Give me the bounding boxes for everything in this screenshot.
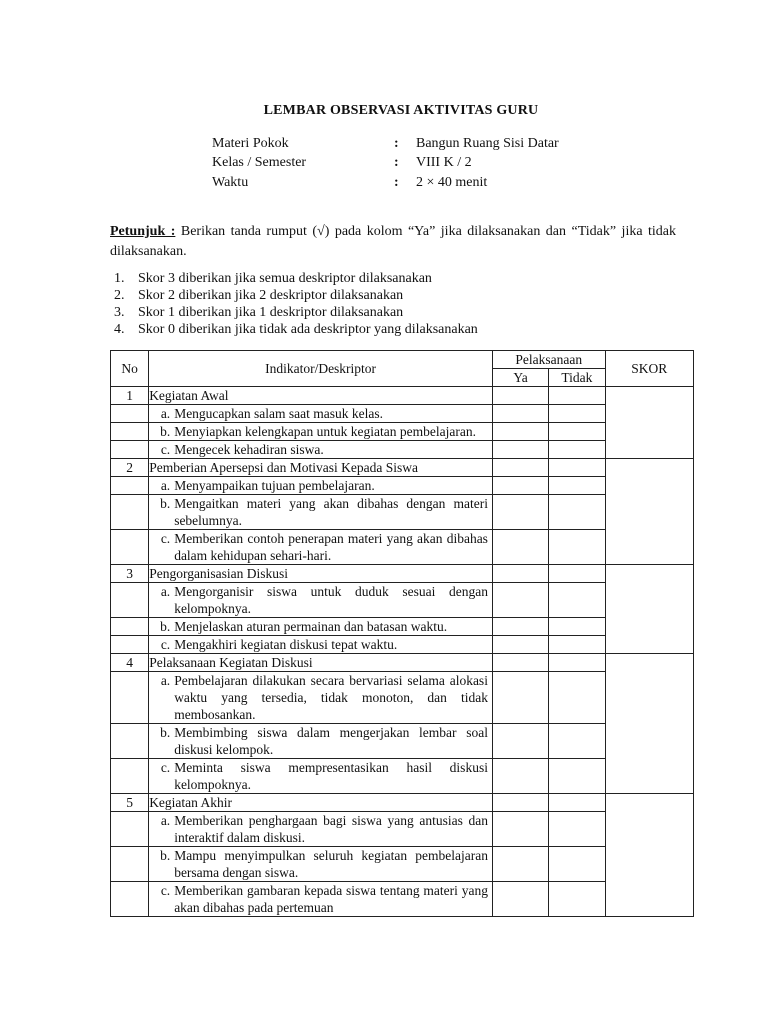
descriptor-text: Memberikan penghargaan bagi siswa yang antusias dan interaktif dalam diskusi. — [174, 813, 488, 845]
meta-label: Kelas / Semester — [212, 155, 307, 171]
descriptor-cell — [149, 847, 493, 882]
tidak-check-cell[interactable] — [549, 423, 605, 441]
tidak-check-cell[interactable] — [549, 847, 605, 882]
section-row — [111, 459, 694, 477]
descriptor-text: Membimbing siswa dalam mengerjakan lembar soal diskusi kelompok. — [174, 725, 488, 757]
scoring-rules — [114, 270, 478, 338]
descriptor-text: Mengaitkan materi yang akan dibahas dengan materi sebelumnya. — [174, 496, 488, 528]
descriptor-letter: b. — [160, 424, 171, 439]
empty-no-cell — [111, 423, 149, 441]
tidak-check-cell[interactable] — [549, 654, 605, 672]
meta-colon: : — [394, 174, 399, 190]
ya-check-cell[interactable] — [492, 636, 548, 654]
scoring-rule — [114, 270, 478, 287]
ya-check-cell[interactable] — [492, 618, 548, 636]
ya-check-cell[interactable] — [492, 459, 548, 477]
descriptor — [149, 583, 492, 617]
ya-check-cell[interactable] — [492, 724, 548, 759]
ya-check-cell[interactable] — [492, 583, 548, 618]
rule-text: Skor 3 diberikan jika semua deskriptor dilaksanakan — [138, 271, 432, 286]
section-number: 4 — [111, 654, 149, 672]
tidak-check-cell[interactable] — [549, 636, 605, 654]
ya-check-cell[interactable] — [492, 672, 548, 724]
descriptor-cell — [149, 724, 493, 759]
skor-cell[interactable] — [605, 794, 693, 917]
ya-check-cell[interactable] — [492, 794, 548, 812]
empty-no-cell — [111, 882, 149, 917]
descriptor-cell — [149, 636, 493, 654]
tidak-check-cell[interactable] — [549, 724, 605, 759]
descriptor — [149, 724, 492, 758]
tidak-check-cell[interactable] — [549, 405, 605, 423]
descriptor-letter: a. — [160, 584, 171, 599]
descriptor-letter: c. — [160, 637, 171, 652]
header-skor: SKOR — [605, 351, 693, 387]
descriptor — [149, 759, 492, 793]
descriptor — [149, 812, 492, 846]
ya-check-cell[interactable] — [492, 495, 548, 530]
instructions-label: Petunjuk : — [110, 224, 176, 239]
meta-row — [212, 173, 559, 193]
tidak-check-cell[interactable] — [549, 565, 605, 583]
section-title: Pemberian Apersepsi dan Motivasi Kepada Siswa — [149, 459, 493, 477]
descriptor-cell — [149, 423, 493, 441]
ya-check-cell[interactable] — [492, 423, 548, 441]
descriptor — [149, 495, 492, 529]
table-body — [111, 387, 694, 917]
descriptor-cell — [149, 495, 493, 530]
rule-number: 2. — [114, 288, 125, 303]
tidak-check-cell[interactable] — [549, 530, 605, 565]
descriptor-text: Mampu menyimpulkan seluruh kegiatan pembelajaran bersama dengan siswa. — [174, 848, 488, 880]
empty-no-cell — [111, 477, 149, 495]
table-header-row — [111, 351, 694, 369]
empty-no-cell — [111, 441, 149, 459]
descriptor — [149, 405, 492, 422]
section-row — [111, 387, 694, 405]
descriptor-letter: c. — [160, 442, 171, 457]
section-title: Kegiatan Awal — [149, 387, 493, 405]
skor-cell[interactable] — [605, 387, 693, 459]
descriptor-letter: c. — [160, 531, 171, 546]
ya-check-cell[interactable] — [492, 530, 548, 565]
rule-text: Skor 1 diberikan jika 1 deskriptor dilaksanakan — [138, 305, 404, 320]
descriptor-letter: b. — [160, 725, 171, 740]
empty-no-cell — [111, 495, 149, 530]
tidak-check-cell[interactable] — [549, 672, 605, 724]
rule-text: Skor 2 diberikan jika 2 deskriptor dilaksanakan — [138, 288, 404, 303]
meta-colon: : — [394, 155, 399, 171]
descriptor-letter: b. — [160, 848, 171, 863]
descriptor-cell — [149, 672, 493, 724]
descriptor-text: Menjelaskan aturan permainan dan batasan waktu. — [174, 619, 448, 634]
skor-cell[interactable] — [605, 565, 693, 654]
meta-info — [212, 134, 559, 193]
ya-check-cell[interactable] — [492, 441, 548, 459]
tidak-check-cell[interactable] — [549, 387, 605, 405]
empty-no-cell — [111, 618, 149, 636]
rule-number: 3. — [114, 305, 125, 320]
descriptor-cell — [149, 530, 493, 565]
descriptor-letter: c. — [160, 883, 171, 898]
ya-check-cell[interactable] — [492, 405, 548, 423]
descriptor-text: Memberikan contoh penerapan materi yang akan dibahas dalam kehidupan sehari-hari. — [174, 531, 488, 563]
descriptor — [149, 847, 492, 881]
empty-no-cell — [111, 812, 149, 847]
descriptor-text: Mengakhiri kegiatan diskusi tepat waktu. — [174, 637, 398, 652]
rule-text: Skor 0 diberikan jika tidak ada deskriptor yang dilaksanakan — [138, 322, 478, 337]
meta-value: 2 × 40 menit — [416, 174, 488, 190]
observation-table — [110, 350, 694, 917]
descriptor — [149, 882, 492, 916]
descriptor-letter: b. — [160, 496, 171, 511]
empty-no-cell — [111, 847, 149, 882]
descriptor — [149, 477, 492, 494]
meta-row — [212, 154, 559, 174]
descriptor-letter: a. — [160, 406, 171, 421]
header-ya: Ya — [492, 369, 548, 387]
skor-cell[interactable] — [605, 654, 693, 794]
descriptor-cell — [149, 405, 493, 423]
tidak-check-cell[interactable] — [549, 882, 605, 917]
instructions — [110, 222, 676, 262]
empty-no-cell — [111, 583, 149, 618]
descriptor-text: Mengecek kehadiran siswa. — [174, 442, 324, 457]
header-pelaksanaan: Pelaksanaan — [492, 351, 605, 369]
ya-check-cell[interactable] — [492, 759, 548, 794]
tidak-check-cell[interactable] — [549, 583, 605, 618]
tidak-check-cell[interactable] — [549, 759, 605, 794]
scoring-rule — [114, 304, 478, 321]
empty-no-cell — [111, 759, 149, 794]
tidak-check-cell[interactable] — [549, 441, 605, 459]
section-title: Pelaksanaan Kegiatan Diskusi — [149, 654, 493, 672]
ya-check-cell[interactable] — [492, 477, 548, 495]
tidak-check-cell[interactable] — [549, 618, 605, 636]
descriptor — [149, 530, 492, 564]
descriptor — [149, 423, 492, 440]
descriptor — [149, 441, 492, 458]
ya-check-cell[interactable] — [492, 812, 548, 847]
empty-no-cell — [111, 530, 149, 565]
descriptor-text: Menyiapkan kelengkapan untuk kegiatan pembelajaran. — [174, 424, 476, 439]
empty-no-cell — [111, 672, 149, 724]
descriptor-text: Menyampaikan tujuan pembelajaran. — [174, 478, 375, 493]
descriptor-letter: b. — [160, 619, 171, 634]
descriptor-text: Mengucapkan salam saat masuk kelas. — [174, 406, 383, 421]
empty-no-cell — [111, 405, 149, 423]
descriptor-text: Memberikan gambaran kepada siswa tentang materi yang akan dibahas pada pertemuan — [174, 883, 488, 915]
section-title: Kegiatan Akhir — [149, 794, 493, 812]
descriptor-cell — [149, 583, 493, 618]
section-row — [111, 794, 694, 812]
instructions-text: Berikan tanda rumput (√) pada kolom “Ya” jika dilaksanakan dan “Tidak” jika tidak dilaksanakan. — [110, 224, 677, 259]
meta-value: Bangun Ruang Sisi Datar — [416, 135, 559, 151]
descriptor-letter: c. — [160, 760, 171, 775]
ya-check-cell[interactable] — [492, 847, 548, 882]
section-number: 2 — [111, 459, 149, 477]
descriptor-cell — [149, 618, 493, 636]
descriptor-cell — [149, 477, 493, 495]
tidak-check-cell[interactable] — [549, 812, 605, 847]
skor-cell[interactable] — [605, 459, 693, 565]
meta-colon: : — [394, 135, 399, 151]
empty-no-cell — [111, 724, 149, 759]
descriptor-cell — [149, 882, 493, 917]
empty-no-cell — [111, 636, 149, 654]
section-row — [111, 654, 694, 672]
descriptor-cell — [149, 812, 493, 847]
meta-label: Materi Pokok — [212, 135, 289, 151]
descriptor-text: Pembelajaran dilakukan secara bervariasi selama alokasi waktu yang tersedia, tidak monoton, dan tidak membosankan. — [174, 673, 488, 722]
tidak-check-cell[interactable] — [549, 495, 605, 530]
tidak-check-cell[interactable] — [549, 477, 605, 495]
tidak-check-cell[interactable] — [549, 794, 605, 812]
meta-row — [212, 134, 559, 154]
scoring-rule — [114, 287, 478, 304]
page-title: LEMBAR OBSERVASI AKTIVITAS GURU — [263, 103, 539, 118]
descriptor — [149, 636, 492, 653]
descriptor-letter: a. — [160, 673, 171, 688]
descriptor — [149, 672, 492, 723]
descriptor-cell — [149, 759, 493, 794]
header-tidak: Tidak — [549, 369, 605, 387]
section-number: 5 — [111, 794, 149, 812]
section-row — [111, 565, 694, 583]
section-title: Pengorganisasian Diskusi — [149, 565, 493, 583]
ya-check-cell[interactable] — [492, 654, 548, 672]
ya-check-cell[interactable] — [492, 387, 548, 405]
ya-check-cell[interactable] — [492, 882, 548, 917]
descriptor-text: Meminta siswa mempresentasikan hasil diskusi kelompoknya. — [174, 760, 488, 792]
header-indikator: Indikator/Deskriptor — [149, 351, 493, 387]
header-no: No — [111, 351, 149, 387]
meta-value: VIII K / 2 — [416, 155, 472, 171]
descriptor-text: Mengorganisir siswa untuk duduk sesuai dengan kelompoknya. — [174, 584, 488, 616]
rule-number: 4. — [114, 322, 125, 337]
descriptor-letter: a. — [160, 813, 171, 828]
descriptor — [149, 618, 492, 635]
tidak-check-cell[interactable] — [549, 459, 605, 477]
ya-check-cell[interactable] — [492, 565, 548, 583]
meta-label: Waktu — [212, 174, 249, 190]
scoring-rule — [114, 321, 478, 338]
descriptor-letter: a. — [160, 478, 171, 493]
section-number: 3 — [111, 565, 149, 583]
descriptor-cell — [149, 441, 493, 459]
rule-number: 1. — [114, 271, 125, 286]
section-number: 1 — [111, 387, 149, 405]
